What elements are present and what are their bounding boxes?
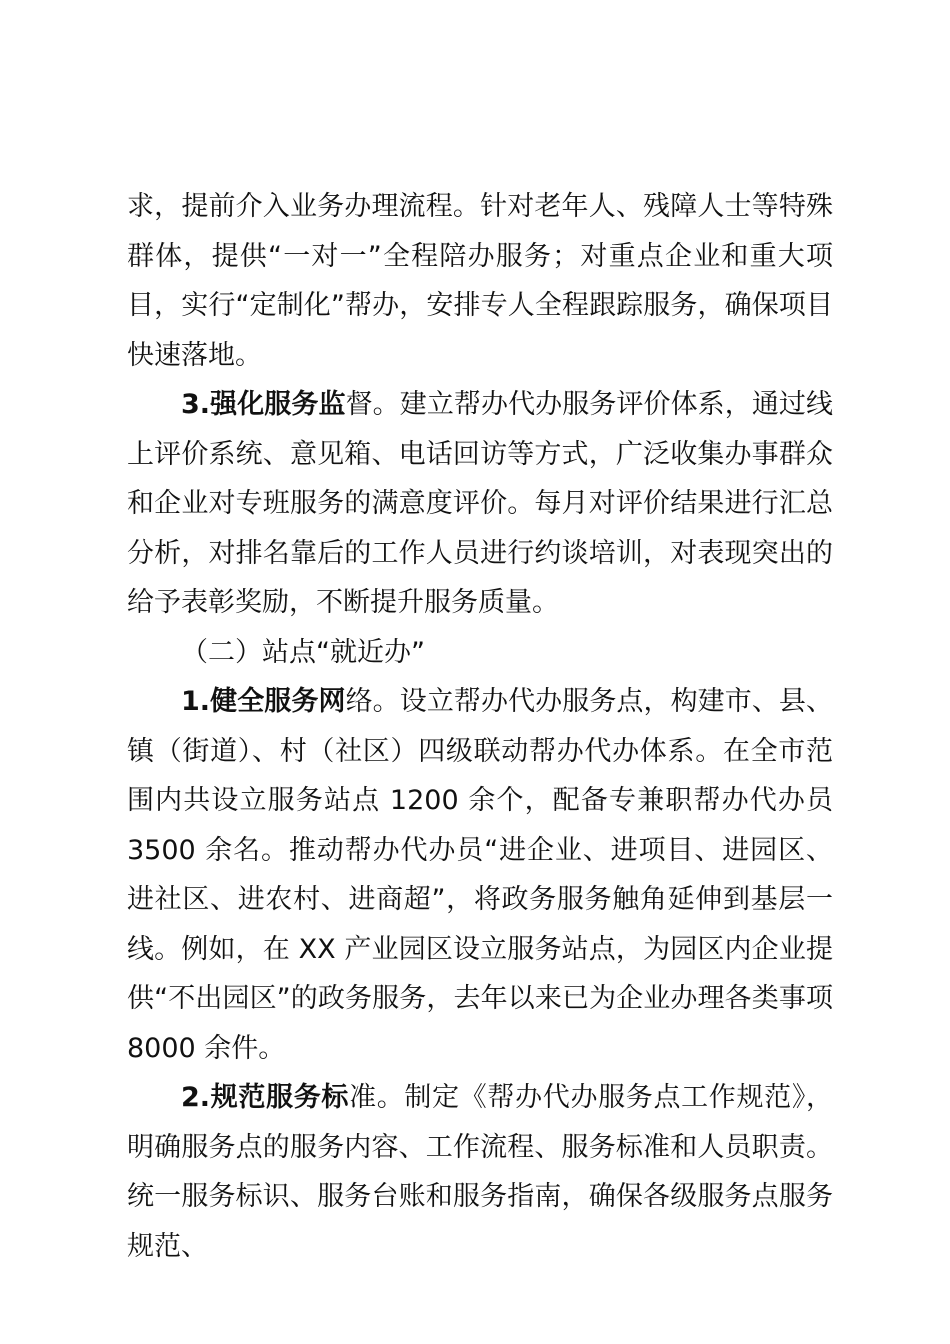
section-heading-text: （二）站点“就近办” bbox=[181, 636, 425, 668]
paragraph-text: 督。建立帮办代办服务评价体系，通过线上评价系统、意见箱、电话回访等方式，广泛收集办事群众和企业对专班服务的满意度评价。每月对评价结果进行汇总分析，对排名靠后的工作人员进行约谈培训，对表现突出的给予表彰奖励，不断提升服务质量。 bbox=[127, 389, 834, 618]
paragraph-improve-network bbox=[127, 677, 833, 1073]
paragraph-lead-heading: 2.规范服务标 bbox=[181, 1082, 350, 1113]
section-heading bbox=[127, 628, 833, 678]
paragraph-lead-heading: 1.健全服务网 bbox=[181, 686, 346, 717]
paragraph-strengthen-supervision bbox=[127, 380, 833, 628]
paragraph-continuation bbox=[127, 182, 833, 380]
paragraph-lead-heading: 3.强化服务监 bbox=[181, 389, 346, 420]
paragraph-text: 络。设立帮办代办服务点，构建市、县、镇（街道）、村（社区）四级联动帮办代办体系。在全市范围内共设立服务站点 1200 余个，配备专兼职帮办代办员 3500 余名。推动帮办代办员“进企业、进项目、进园区、进社区、进农村、进商超”，将政务服务触角延伸到基层一线。例如，在 XX 产业园区设立服务站点，为园区内企业提供“不出园区”的政务服务，去年以来已为企业办理各类事项 8000 余件。 bbox=[127, 686, 834, 1064]
document-body bbox=[127, 182, 833, 1271]
paragraph-text: 准。制定《帮办代办服务点工作规范》，明确服务点的服务内容、工作流程、服务标准和人员职责。统一服务标识、服务台账和服务指南，确保各级服务点服务规范、 bbox=[127, 1082, 833, 1262]
paragraph-standardize-service bbox=[127, 1073, 833, 1271]
paragraph-text: 求，提前介入业务办理流程。针对老年人、残障人士等特殊群体，提供“一对一”全程陪办服务；对重点企业和重大项目，实行“定制化”帮办，安排专人全程跟踪服务，确保项目快速落地。 bbox=[127, 191, 833, 371]
